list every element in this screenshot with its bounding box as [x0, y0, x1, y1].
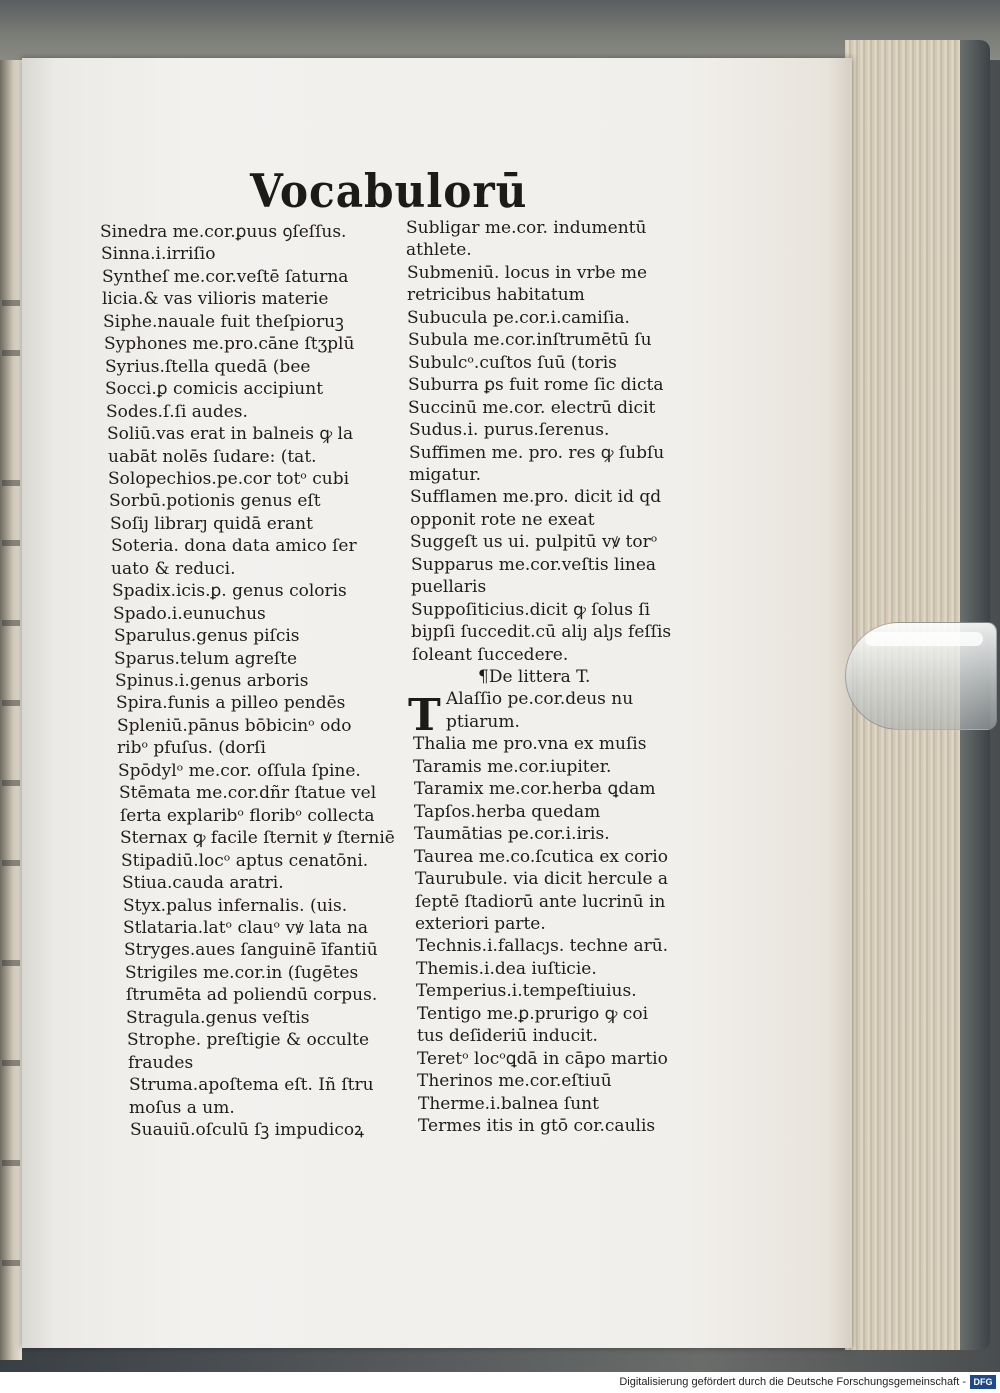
right-column-line: ſeptē ſtadiorū ante lucrinū in — [415, 891, 666, 912]
left-column-line: ſtrumēta ad poliendū corpus. — [126, 985, 378, 1006]
dfg-logo: DFG — [970, 1375, 996, 1389]
right-column-line: Therinos me.cor.eſtiuū — [417, 1071, 612, 1092]
left-column-line: Sinna.i.irriſio — [101, 244, 216, 265]
right-column-line: Alaſſio pe.cor.deus nu — [446, 689, 634, 710]
left-column-line: Struma.apoſtema eſt. Iñ ſtru — [129, 1075, 374, 1096]
left-column-line: Soteria. dona data amico ſer — [111, 536, 357, 557]
left-column-line: ſerta explaribᵒ floribᵒ collecta — [120, 805, 375, 826]
right-column-line: Subula me.cor.inſtrumētū ſu — [408, 330, 652, 351]
left-column-line: Stiua.cauda aratri. — [122, 873, 284, 894]
right-column-line: Taurubule. via dicit hercule a — [415, 869, 669, 890]
left-column-line: Soliū.vas erat in balneis ꝙ la — [107, 424, 354, 445]
right-column-line: puellaris — [411, 577, 487, 598]
left-column-line: Syntheſ me.cor.veſtē ſaturna — [102, 266, 349, 287]
left-column-line: uabāt nolēs ſudare: (tat. — [108, 446, 317, 467]
left-column-line: Sorbū.potionis genus eſt — [109, 491, 321, 512]
left-column-line: Sternax ꝙ facile ſternit ꝟ ſterniē — [120, 828, 395, 849]
right-column-line: Sudus.i. purus.ſerenus. — [409, 420, 610, 441]
right-column-line: Supparus me.cor.veſtis linea — [411, 554, 657, 575]
right-column-line: Subligar me.cor. indumentū — [406, 218, 647, 238]
right-column-line: tus deſideriū inducit. — [417, 1026, 598, 1047]
left-column-line: Stipadiū.locᵒ aptus cenatōni. — [121, 850, 369, 871]
right-column-line: Teretᵒ locᵒꝗdā in cāpo martio — [417, 1048, 668, 1069]
left-column-line: Sinedra me.cor.ꝑuus ꝯſeſſus. — [100, 222, 347, 242]
right-column-line: Tapſos.herba quedam — [414, 801, 601, 822]
right-column-line: migatur. — [409, 464, 482, 485]
funding-credit: Digitalisierung gefördert durch die Deutsche Forschungsgemeinschaft - — [619, 1376, 966, 1388]
right-column-line: Termes itis in gtō cor.caulis — [418, 1116, 656, 1136]
right-column-line: Taramis me.cor.iupiter. — [413, 756, 612, 777]
left-column-line: licia.& vas vilioris materie — [102, 289, 329, 310]
left-column-line: Spōdylᵒ me.cor. oſſula ſpine. — [118, 760, 361, 781]
left-column-line: uato & reduci. — [111, 558, 236, 579]
left-column-line: Spadix.icis.ꝑ. genus coloris — [112, 581, 347, 602]
left-column-line: Strophe. preſtigie & occulte — [127, 1030, 370, 1051]
left-column-line: Styx.palus infernalis. (uis. — [123, 895, 348, 916]
right-column-line: Subucula pe.cor.i.camiſia. — [407, 307, 630, 328]
left-column-line: Stryges.aues ſanguinē īfantiū — [124, 940, 378, 961]
right-column-line: biȷpſi ſuccedit.cū aliȷ alȷs feſſis — [411, 622, 672, 643]
right-column-line: Suffimen me. pro. res ꝙ ſubſu — [409, 442, 665, 463]
decorated-initial: T — [408, 690, 441, 741]
left-column-line: Spado.i.eunuchus — [113, 603, 266, 624]
facing-page-edge — [0, 60, 22, 1360]
left-column-line: Stragula.genus veſtis — [126, 1007, 310, 1028]
left-column-line: Socci.ꝑ comicis accipiunt — [105, 379, 324, 400]
right-column-line: Taumātias pe.cor.i.iris. — [414, 824, 610, 845]
left-column-line: Stēmata me.cor.dñr ſtatue vel — [119, 783, 377, 804]
right-column-line: ſoleant ſuccedere. — [412, 644, 569, 665]
left-column-line: fraudes — [128, 1052, 194, 1073]
right-column-line: Submeniū. locus in vrbe me — [407, 262, 648, 283]
left-column-line: Soſiȷ librarȷ quidā erant — [110, 513, 313, 534]
right-column-line: Sufflamen me.pro. dicit id qd — [410, 487, 662, 508]
left-column-line: Syrius.ſtella quedā (bee — [105, 356, 311, 377]
right-column-line: Thalia me pro.vna ex muſis — [413, 734, 647, 755]
left-column-line: Stlataria.latᵒ clauᵒ vꝟ lata na — [123, 917, 369, 938]
right-column-line: exteriori parte. — [415, 913, 546, 934]
left-column-line: Spira.funis a pilleo pendēs — [116, 693, 346, 714]
right-column-line: Suggeſt us ui. pulpitū vꝟ torᵒ — [410, 532, 658, 553]
right-column-line: Subulcᵒ.cuſtos ſuū (toris — [408, 352, 617, 373]
page-clip — [845, 622, 1000, 732]
left-column-line: Suauiū.oſculū ſꝫ impudicoꝝ — [130, 1120, 364, 1140]
right-column-line: Temperius.i.tempeſtiuius. — [416, 981, 637, 1002]
right-column-line: ¶De littera T. — [478, 667, 591, 687]
left-column-line: Spleniū.pānus bōbicinᵒ odo — [117, 715, 352, 736]
right-column-line: athlete. — [406, 240, 472, 261]
left-column-line: Sparulus.genus piſcis — [114, 626, 300, 647]
right-column-line: Technis.i.fallacȷs. techne arū. — [416, 936, 669, 957]
right-column-line: Suburra ꝑs fuit rome ſic dicta — [408, 375, 664, 396]
footer-bar — [0, 1372, 1000, 1393]
left-column-line: Syphones me.pro.cāne ſtʒplū — [104, 334, 355, 355]
right-column-line: Themis.i.dea iuſticie. — [416, 958, 597, 979]
left-column-line: Sparus.telum agreſte — [114, 648, 298, 669]
right-column-line: Tentigo me.ꝑ.prurigo ꝙ coi — [417, 1003, 649, 1024]
left-column-line: Spinus.i.genus arboris — [115, 671, 309, 691]
right-column-line: Therme.i.balnea ſunt — [418, 1093, 599, 1114]
right-column-line: retricibus habitatum — [407, 285, 585, 306]
left-column-line: Sodes.ſ.ſi audes. — [106, 401, 248, 422]
left-column-line: ribᵒ pfuſus. (dorſi — [117, 738, 266, 759]
right-column-line: opponit rote ne exeat — [410, 509, 595, 530]
left-column-line: Siphe.nauale fuit theſpioruꝫ — [103, 311, 344, 332]
right-column-line: Suppoſiticius.dicit ꝙ ſolus ſi — [411, 599, 651, 620]
right-column-line: Taurea me.co.ſcutica ex corio — [414, 846, 668, 867]
right-column-line: ptiarum. — [446, 711, 520, 732]
left-column-line: Solopechios.pe.cor totᵒ cubi — [108, 468, 350, 489]
left-column-line: Strigiles me.cor.in (ſugētes — [125, 962, 359, 983]
left-column-line: moſus a um. — [129, 1097, 235, 1118]
right-column-line: Taramix me.cor.herba ꝗdam — [414, 779, 656, 800]
right-column-line: Succinū me.cor. electrū dicit — [408, 397, 656, 418]
running-heading: Vocabulorū — [250, 164, 528, 218]
